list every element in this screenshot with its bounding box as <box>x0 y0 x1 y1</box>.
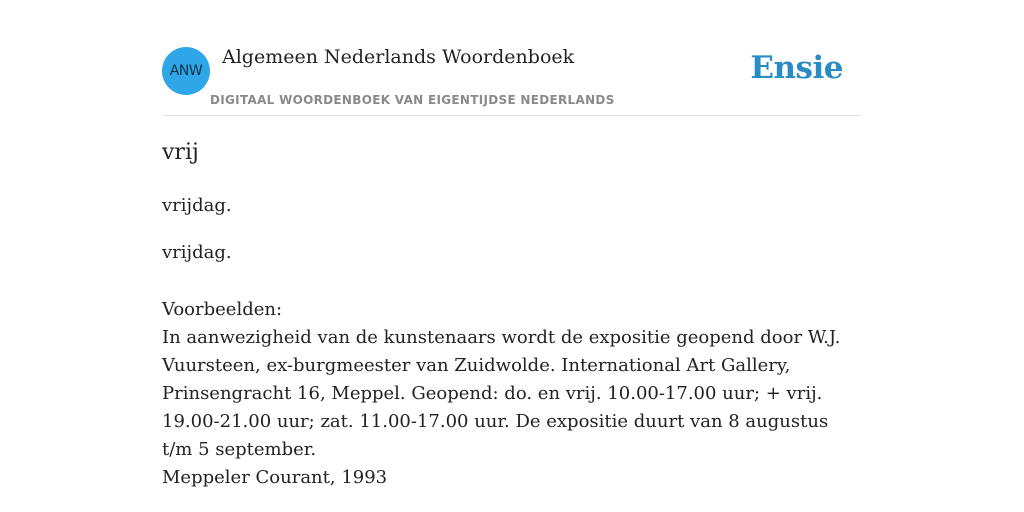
site-title[interactable]: Algemeen Nederlands Woordenboek <box>222 46 575 68</box>
examples-label: Voorbeelden: <box>162 299 283 320</box>
site-subtitle: DIGITAAL WOORDENBOEK VAN EIGENTIJDSE NEDERLANDS <box>210 93 615 107</box>
anw-logo[interactable] <box>162 47 210 95</box>
entry-title: vrij <box>162 140 199 165</box>
ensie-logo[interactable]: Ensie <box>750 50 843 86</box>
example-source: Meppeler Courant, 1993 <box>162 467 388 488</box>
site-header <box>162 0 862 116</box>
definition-2: vrijdag. <box>162 242 232 263</box>
examples-section <box>162 296 852 492</box>
example-text: In aanwezigheid van de kunstenaars wordt de expositie geopend door W.J. Vuursteen, ex-burgmeester van Zuidwolde. International Art Gallery, Prinsengracht 16, Meppel. Geopend: do. en vrij. 10.00-17.00 uur; + vrij. 19.00-21.00 uur; zat. 11.00-17.00 uur. De expositie duurt van 8 augustus t/m 5 september. <box>162 327 841 460</box>
definition-1: vrijdag. <box>162 195 232 216</box>
page <box>162 0 862 512</box>
logo-text: ANW <box>169 63 203 79</box>
